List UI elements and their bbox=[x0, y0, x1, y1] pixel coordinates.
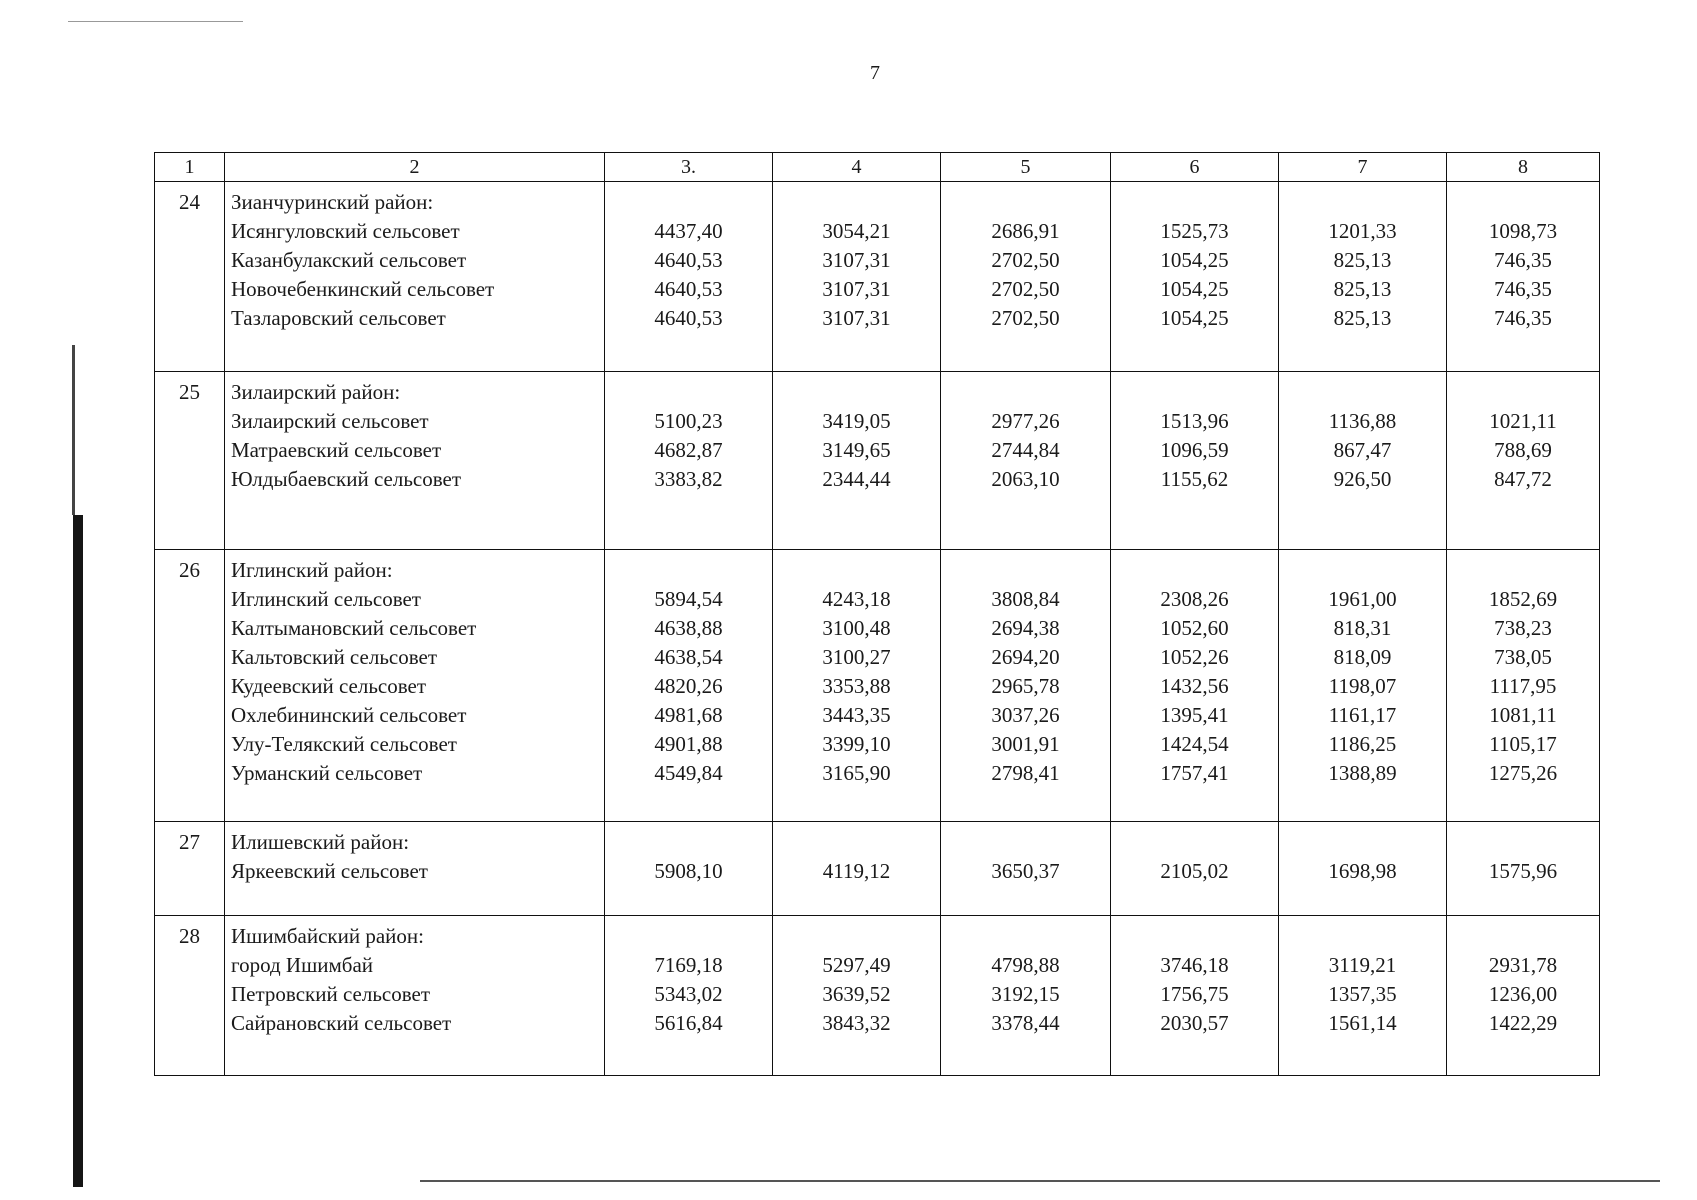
value: 5100,23 bbox=[654, 409, 723, 433]
value: 867,47 bbox=[1333, 438, 1392, 462]
value-cell bbox=[1111, 182, 1279, 372]
value: 1513,96 bbox=[1160, 409, 1229, 433]
value: 4682,87 bbox=[654, 438, 723, 462]
value: 2308,26 bbox=[1160, 587, 1229, 611]
value: 1961,00 bbox=[1328, 587, 1397, 611]
value: 3639,52 bbox=[822, 982, 891, 1006]
value: 4901,88 bbox=[654, 732, 723, 756]
value: 1186,25 bbox=[1328, 732, 1397, 756]
value: 3419,05 bbox=[822, 409, 891, 433]
value: 3746,18 bbox=[1160, 953, 1229, 977]
bottom-scan-rule bbox=[420, 1180, 1660, 1182]
value: 2694,20 bbox=[991, 645, 1060, 669]
value: 3119,21 bbox=[1328, 953, 1397, 977]
value: 2702,50 bbox=[991, 248, 1060, 272]
value: 1161,17 bbox=[1328, 703, 1397, 727]
value: 3107,31 bbox=[822, 248, 891, 272]
value: 1395,41 bbox=[1160, 703, 1229, 727]
value: 746,35 bbox=[1494, 277, 1552, 301]
value: 3100,27 bbox=[822, 645, 891, 669]
value: 7169,18 bbox=[654, 953, 723, 977]
value: 1575,96 bbox=[1488, 859, 1558, 883]
value: 825,13 bbox=[1333, 306, 1392, 330]
value-cell bbox=[773, 916, 941, 1076]
value-cell bbox=[941, 372, 1111, 550]
value: 1117,95 bbox=[1489, 674, 1557, 698]
value: 1236,00 bbox=[1488, 982, 1558, 1006]
district-title: Зианчуринский район: bbox=[231, 190, 434, 214]
value-cell bbox=[773, 822, 941, 916]
value: 1275,26 bbox=[1488, 761, 1558, 785]
value-cell bbox=[1279, 822, 1447, 916]
district-row bbox=[155, 372, 1600, 550]
value: 1432,56 bbox=[1160, 674, 1229, 698]
value: 4981,68 bbox=[654, 703, 723, 727]
value: 5297,49 bbox=[822, 953, 891, 977]
row-number: 25 bbox=[155, 372, 225, 550]
value: 1136,88 bbox=[1328, 409, 1397, 433]
value: 2965,78 bbox=[991, 674, 1060, 698]
value-cell bbox=[605, 372, 773, 550]
value: 847,72 bbox=[1494, 467, 1552, 491]
value: 5343,02 bbox=[654, 982, 723, 1006]
value-cell bbox=[773, 550, 941, 822]
value-cell bbox=[1111, 822, 1279, 916]
value: 746,35 bbox=[1494, 248, 1552, 272]
settlement-name: Казанбулакский сельсовет bbox=[231, 248, 467, 272]
district-title: Ишимбайский район: bbox=[231, 924, 424, 948]
value: 1054,25 bbox=[1160, 248, 1229, 272]
value: 5616,84 bbox=[654, 1011, 723, 1035]
value: 1756,75 bbox=[1160, 982, 1229, 1006]
name-cell bbox=[225, 822, 605, 916]
value: 1852,69 bbox=[1488, 587, 1558, 611]
value-cell bbox=[1111, 550, 1279, 822]
value: 1698,98 bbox=[1328, 859, 1397, 883]
value: 788,69 bbox=[1494, 438, 1552, 462]
value-cell bbox=[1447, 182, 1600, 372]
settlement-name: Охлебининский сельсовет bbox=[231, 703, 467, 727]
value: 825,13 bbox=[1333, 248, 1392, 272]
settlement-name: Яркеевский сельсовет bbox=[231, 859, 428, 883]
value-cell bbox=[773, 182, 941, 372]
value: 2694,38 bbox=[991, 616, 1060, 640]
value-cell bbox=[773, 372, 941, 550]
value-cell bbox=[1447, 372, 1600, 550]
value: 818,31 bbox=[1333, 616, 1392, 640]
value: 1388,89 bbox=[1328, 761, 1397, 785]
value-cell bbox=[605, 916, 773, 1076]
top-scan-rule bbox=[68, 21, 243, 22]
value: 3107,31 bbox=[822, 306, 891, 330]
value: 2686,91 bbox=[991, 219, 1060, 243]
table-body bbox=[155, 182, 1600, 1076]
value-cell bbox=[605, 550, 773, 822]
value: 2702,50 bbox=[991, 277, 1060, 301]
name-cell bbox=[225, 916, 605, 1076]
value: 4640,53 bbox=[654, 277, 723, 301]
value: 3037,26 bbox=[991, 703, 1060, 727]
value: 1422,29 bbox=[1488, 1011, 1558, 1035]
value-cell bbox=[1447, 822, 1600, 916]
name-cell bbox=[225, 372, 605, 550]
value: 3054,21 bbox=[822, 219, 891, 243]
value-cell bbox=[1111, 372, 1279, 550]
settlement-name: Исянгуловский сельсовет bbox=[231, 219, 460, 243]
value: 4549,84 bbox=[654, 761, 723, 785]
settlement-name: Кальтовский сельсовет bbox=[231, 645, 438, 669]
column-header: 7 bbox=[1279, 153, 1447, 182]
data-table bbox=[154, 152, 1600, 1076]
value: 2344,44 bbox=[822, 467, 891, 491]
settlement-name: Урманский сельсовет bbox=[231, 761, 423, 785]
settlement-name: Улу-Телякский сельсовет bbox=[231, 732, 457, 756]
value: 1561,14 bbox=[1328, 1011, 1397, 1035]
value: 3383,82 bbox=[654, 467, 723, 491]
value-cell bbox=[941, 822, 1111, 916]
district-title: Илишевский район: bbox=[231, 830, 410, 854]
value-cell bbox=[605, 182, 773, 372]
name-cell bbox=[225, 182, 605, 372]
value: 738,05 bbox=[1494, 645, 1552, 669]
value: 1525,73 bbox=[1160, 219, 1229, 243]
value: 3149,65 bbox=[822, 438, 891, 462]
value-cell bbox=[1279, 916, 1447, 1076]
value: 3107,31 bbox=[822, 277, 891, 301]
value-cell bbox=[1447, 916, 1600, 1076]
value: 818,09 bbox=[1333, 645, 1392, 669]
district-title: Зилаирский район: bbox=[231, 380, 401, 404]
settlement-name: Тазларовский сельсовет bbox=[231, 306, 446, 330]
value: 1357,35 bbox=[1328, 982, 1397, 1006]
row-number: 27 bbox=[155, 822, 225, 916]
value-cell bbox=[1279, 550, 1447, 822]
name-cell bbox=[225, 550, 605, 822]
value-cell bbox=[1279, 182, 1447, 372]
value: 3443,35 bbox=[822, 703, 891, 727]
value: 1155,62 bbox=[1160, 467, 1229, 491]
value: 2977,26 bbox=[991, 409, 1060, 433]
value: 3192,15 bbox=[991, 982, 1060, 1006]
value: 4640,53 bbox=[654, 306, 723, 330]
value: 926,50 bbox=[1333, 467, 1392, 491]
value: 2063,10 bbox=[991, 467, 1060, 491]
value: 2030,57 bbox=[1160, 1011, 1229, 1035]
value: 3353,88 bbox=[822, 674, 891, 698]
value: 4798,88 bbox=[991, 953, 1060, 977]
column-header: 2 bbox=[225, 153, 605, 182]
value: 1052,26 bbox=[1160, 645, 1229, 669]
value-cell bbox=[941, 916, 1111, 1076]
settlement-name: город Ишимбай bbox=[231, 953, 374, 977]
value: 3843,32 bbox=[822, 1011, 891, 1035]
value: 4640,53 bbox=[654, 248, 723, 272]
value-cell bbox=[605, 822, 773, 916]
value: 1201,33 bbox=[1328, 219, 1397, 243]
settlement-name: Иглинский сельсовет bbox=[231, 587, 421, 611]
value: 1054,25 bbox=[1160, 277, 1229, 301]
value: 4638,88 bbox=[654, 616, 723, 640]
value: 1096,59 bbox=[1160, 438, 1229, 462]
value: 2105,02 bbox=[1160, 859, 1229, 883]
value: 1198,07 bbox=[1328, 674, 1397, 698]
value-cell bbox=[1111, 916, 1279, 1076]
value-cell bbox=[1447, 550, 1600, 822]
column-header: 4 bbox=[773, 153, 941, 182]
value: 2744,84 bbox=[991, 438, 1060, 462]
page-number: 7 bbox=[870, 62, 880, 84]
district-row bbox=[155, 550, 1600, 822]
settlement-name: Новочебенкинский сельсовет bbox=[231, 277, 495, 301]
settlement-name: Зилаирский сельсовет bbox=[231, 409, 429, 433]
column-header: 3. bbox=[605, 153, 773, 182]
value: 3399,10 bbox=[822, 732, 891, 756]
district-title: Иглинский район: bbox=[231, 558, 393, 582]
settlement-name: Юлдыбаевский сельсовет bbox=[231, 467, 462, 491]
value: 4243,18 bbox=[822, 587, 891, 611]
value: 3650,37 bbox=[991, 859, 1060, 883]
value-cell bbox=[941, 182, 1111, 372]
value-cell bbox=[1279, 372, 1447, 550]
value-cell bbox=[941, 550, 1111, 822]
left-scan-edge bbox=[73, 515, 83, 1187]
settlement-name: Матраевский сельсовет bbox=[231, 438, 442, 462]
column-header: 5 bbox=[941, 153, 1111, 182]
row-number: 28 bbox=[155, 916, 225, 1076]
value: 1105,17 bbox=[1489, 732, 1557, 756]
column-header: 8 bbox=[1447, 153, 1600, 182]
value: 1757,41 bbox=[1160, 761, 1229, 785]
value: 3100,48 bbox=[822, 616, 891, 640]
value: 825,13 bbox=[1333, 277, 1392, 301]
header-row bbox=[155, 153, 1600, 182]
value: 1098,73 bbox=[1488, 219, 1558, 243]
settlement-name: Сайрановский сельсовет bbox=[231, 1011, 452, 1035]
value: 1052,60 bbox=[1160, 616, 1229, 640]
row-number: 26 bbox=[155, 550, 225, 822]
value: 4437,40 bbox=[654, 219, 723, 243]
settlement-name: Калтымановский сельсовет bbox=[231, 616, 477, 640]
value: 1021,11 bbox=[1489, 409, 1557, 433]
value: 2931,78 bbox=[1488, 953, 1558, 977]
row-number: 24 bbox=[155, 182, 225, 372]
value: 3808,84 bbox=[991, 587, 1060, 611]
value: 1054,25 bbox=[1160, 306, 1229, 330]
value: 3165,90 bbox=[822, 761, 891, 785]
value: 4820,26 bbox=[654, 674, 723, 698]
value: 738,23 bbox=[1494, 616, 1552, 640]
value: 5908,10 bbox=[654, 859, 723, 883]
value: 4119,12 bbox=[822, 859, 891, 883]
left-scan-edge-thin bbox=[72, 345, 75, 515]
settlement-name: Петровский сельсовет bbox=[231, 982, 431, 1006]
district-row bbox=[155, 182, 1600, 372]
column-header: 6 bbox=[1111, 153, 1279, 182]
value: 1424,54 bbox=[1160, 732, 1229, 756]
value: 2702,50 bbox=[991, 306, 1060, 330]
value: 5894,54 bbox=[654, 587, 723, 611]
value: 746,35 bbox=[1494, 306, 1552, 330]
value: 4638,54 bbox=[654, 645, 723, 669]
district-row bbox=[155, 822, 1600, 916]
settlement-name: Кудеевский сельсовет bbox=[231, 674, 427, 698]
value: 3001,91 bbox=[991, 732, 1060, 756]
value: 2798,41 bbox=[991, 761, 1060, 785]
district-row bbox=[155, 916, 1600, 1076]
value: 1081,11 bbox=[1489, 703, 1557, 727]
column-header: 1 bbox=[155, 153, 225, 182]
value: 3378,44 bbox=[991, 1011, 1060, 1035]
